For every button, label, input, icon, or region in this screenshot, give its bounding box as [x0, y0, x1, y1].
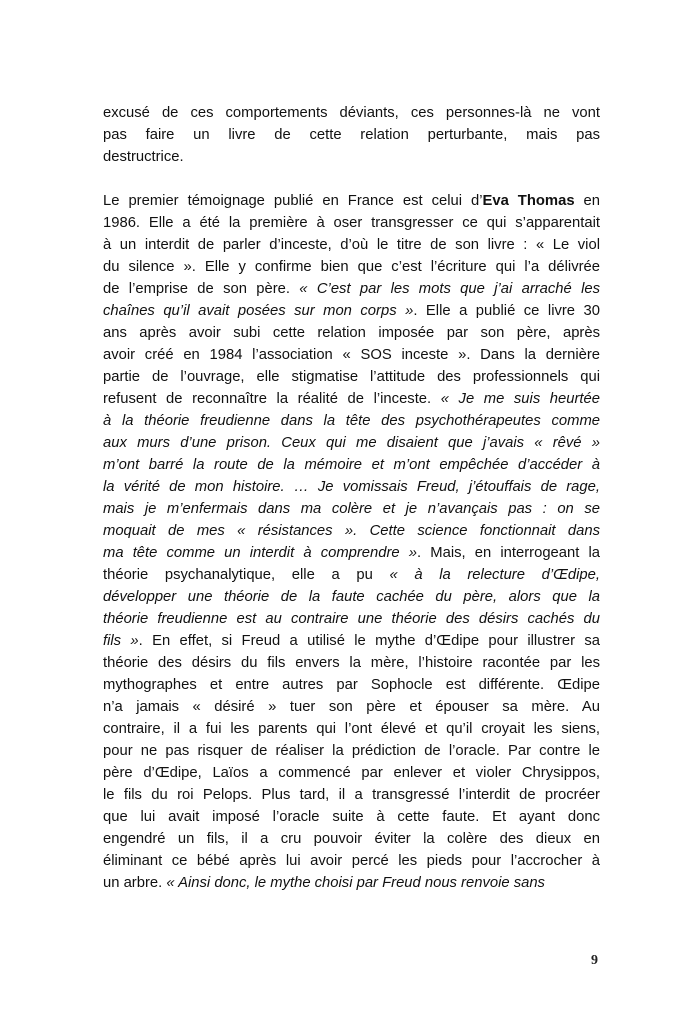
text-run: de l’emprise de son père.: [103, 281, 300, 297]
text-line: [103, 388, 600, 410]
text-line: [103, 806, 600, 828]
text-line: [103, 300, 600, 322]
text-run: . En effet, si Freud a utilisé le mythe d’Œdipe pour illustrer sa: [138, 633, 600, 649]
text-line: [103, 696, 600, 718]
text-run: avoir créé en 1984 l’association « SOS inceste ». Dans la dernière: [103, 347, 600, 363]
italic-quote: mais je m’enfermais dans ma colère et je n’avançais pas : on se: [103, 501, 600, 517]
text-line: [103, 102, 600, 124]
text-line: [103, 784, 600, 806]
text-run: n’a jamais « désiré » tuer son père et épouser sa mère. Au: [103, 699, 600, 715]
italic-quote: aux murs d’une prison. Ceux qui me disaient que j’avais « rêvé »: [103, 435, 600, 451]
text-line: [103, 410, 600, 432]
text-run: partie de l’ouvrage, elle stigmatise l’attitude des professionnels qui: [103, 369, 600, 385]
text-run: ans après avoir subi cette relation imposée par son père, après: [103, 325, 600, 341]
text-run: théorie des désirs du fils envers la mère, l’histoire racontée par les: [103, 655, 600, 671]
paragraph: [103, 102, 600, 168]
italic-quote: fils »: [103, 633, 139, 649]
italic-quote: développer une théorie de la faute cachée du père, alors que la: [103, 589, 600, 605]
page-number: 9: [591, 953, 598, 968]
text-line: [103, 718, 600, 740]
text-run: 1986. Elle a été la première à oser transgresser ce qui s’apparentait: [103, 215, 600, 231]
bold-name: Eva Thomas: [482, 193, 575, 209]
text-line: [103, 652, 600, 674]
italic-quote: « à la relecture d’Œdipe,: [389, 567, 601, 583]
text-line: [103, 740, 600, 762]
text-line: [103, 850, 600, 872]
text-run: à un interdit de parler d’inceste, d’où le titre de son livre : « Le viol: [103, 237, 600, 253]
text-run: en: [574, 193, 600, 209]
text-line: [103, 454, 600, 476]
text-line: [103, 542, 600, 564]
text-line: [103, 608, 600, 630]
italic-quote: à la théorie freudienne dans la tête des psychothérapeutes comme: [103, 413, 600, 429]
text-run: un arbre.: [103, 875, 167, 891]
italic-quote: « C’est par les mots que j’ai arraché les: [299, 281, 601, 297]
text-line: [103, 564, 600, 586]
text-line: [103, 674, 600, 696]
text-run: théorie psychanalytique, elle a pu: [103, 567, 390, 583]
italic-quote: « Ainsi donc, le mythe choisi par Freud nous renvoie sans: [166, 875, 545, 891]
text-line: [103, 872, 600, 894]
text-run: refusent de reconnaître la réalité de l’inceste.: [103, 391, 441, 407]
italic-quote: moquait de mes « résistances ». Cette science fonctionnait dans: [103, 523, 600, 539]
text-line: [103, 476, 600, 498]
italic-quote: théorie freudienne est au contraire une théorie des désirs cachés du: [103, 611, 600, 627]
text-line: [103, 212, 600, 234]
text-run: pas faire un livre de cette relation perturbante, mais pas: [103, 127, 600, 143]
text-line: [103, 256, 600, 278]
text-run: engendré un fils, il a cru pouvoir éviter la colère des dieux en: [103, 831, 600, 847]
italic-quote: ma tête comme un interdit à comprendre »: [103, 545, 418, 561]
text-line: [103, 344, 600, 366]
text-line: [103, 146, 600, 168]
text-run: éliminant ce bébé après lui avoir percé les pieds pour l’accrocher à: [103, 853, 600, 869]
text-line: [103, 828, 600, 850]
paragraph: [103, 190, 600, 894]
italic-quote: chaînes qu’il avait posées sur mon corps »: [103, 303, 414, 319]
text-run: le fils du roi Pelops. Plus tard, il a transgressé l’interdit de procréer: [103, 787, 600, 803]
text-line: [103, 586, 600, 608]
italic-quote: la vérité de mon histoire. … Je vomissais Freud, j’étouffais de rage,: [103, 479, 600, 495]
text-run: que lui avait imposé l’oracle suite à cette faute. Et ayant donc: [103, 809, 600, 825]
text-run: excusé de ces comportements déviants, ces personnes-là ne vont: [103, 105, 600, 121]
text-run: père d’Œdipe, Laïos a commencé par enlever et violer Chrysippos,: [103, 765, 600, 781]
text-run: pour ne pas risquer de réaliser la prédiction de l’oracle. Par contre le: [103, 743, 600, 759]
text-line: [103, 124, 600, 146]
text-line: [103, 366, 600, 388]
text-line: [103, 278, 600, 300]
text-run: Le premier témoignage publié en France est celui d’: [103, 193, 483, 209]
text-run: . Elle a publié ce livre 30: [413, 303, 600, 319]
body-text: [103, 102, 600, 916]
text-line: [103, 498, 600, 520]
text-line: [103, 630, 600, 652]
text-run: contraire, il a fui les parents qui l’ont élevé et qu’il croyait les siens,: [103, 721, 600, 737]
text-line: [103, 762, 600, 784]
text-run: mythographes et entre autres par Sophocle est différente. Œdipe: [103, 677, 600, 693]
text-line: [103, 190, 600, 212]
text-run: du silence ». Elle y confirme bien que c’est l’écriture qui l’a délivrée: [103, 259, 600, 275]
italic-quote: « Je me suis heurtée: [440, 391, 600, 407]
text-line: [103, 322, 600, 344]
text-line: [103, 234, 600, 256]
text-line: [103, 432, 600, 454]
text-run: . Mais, en interrogeant la: [417, 545, 601, 561]
italic-quote: m’ont barré la route de la mémoire et m’ont empêchée d’accéder à: [103, 457, 600, 473]
text-line: [103, 520, 600, 542]
text-run: destructrice.: [103, 149, 184, 165]
